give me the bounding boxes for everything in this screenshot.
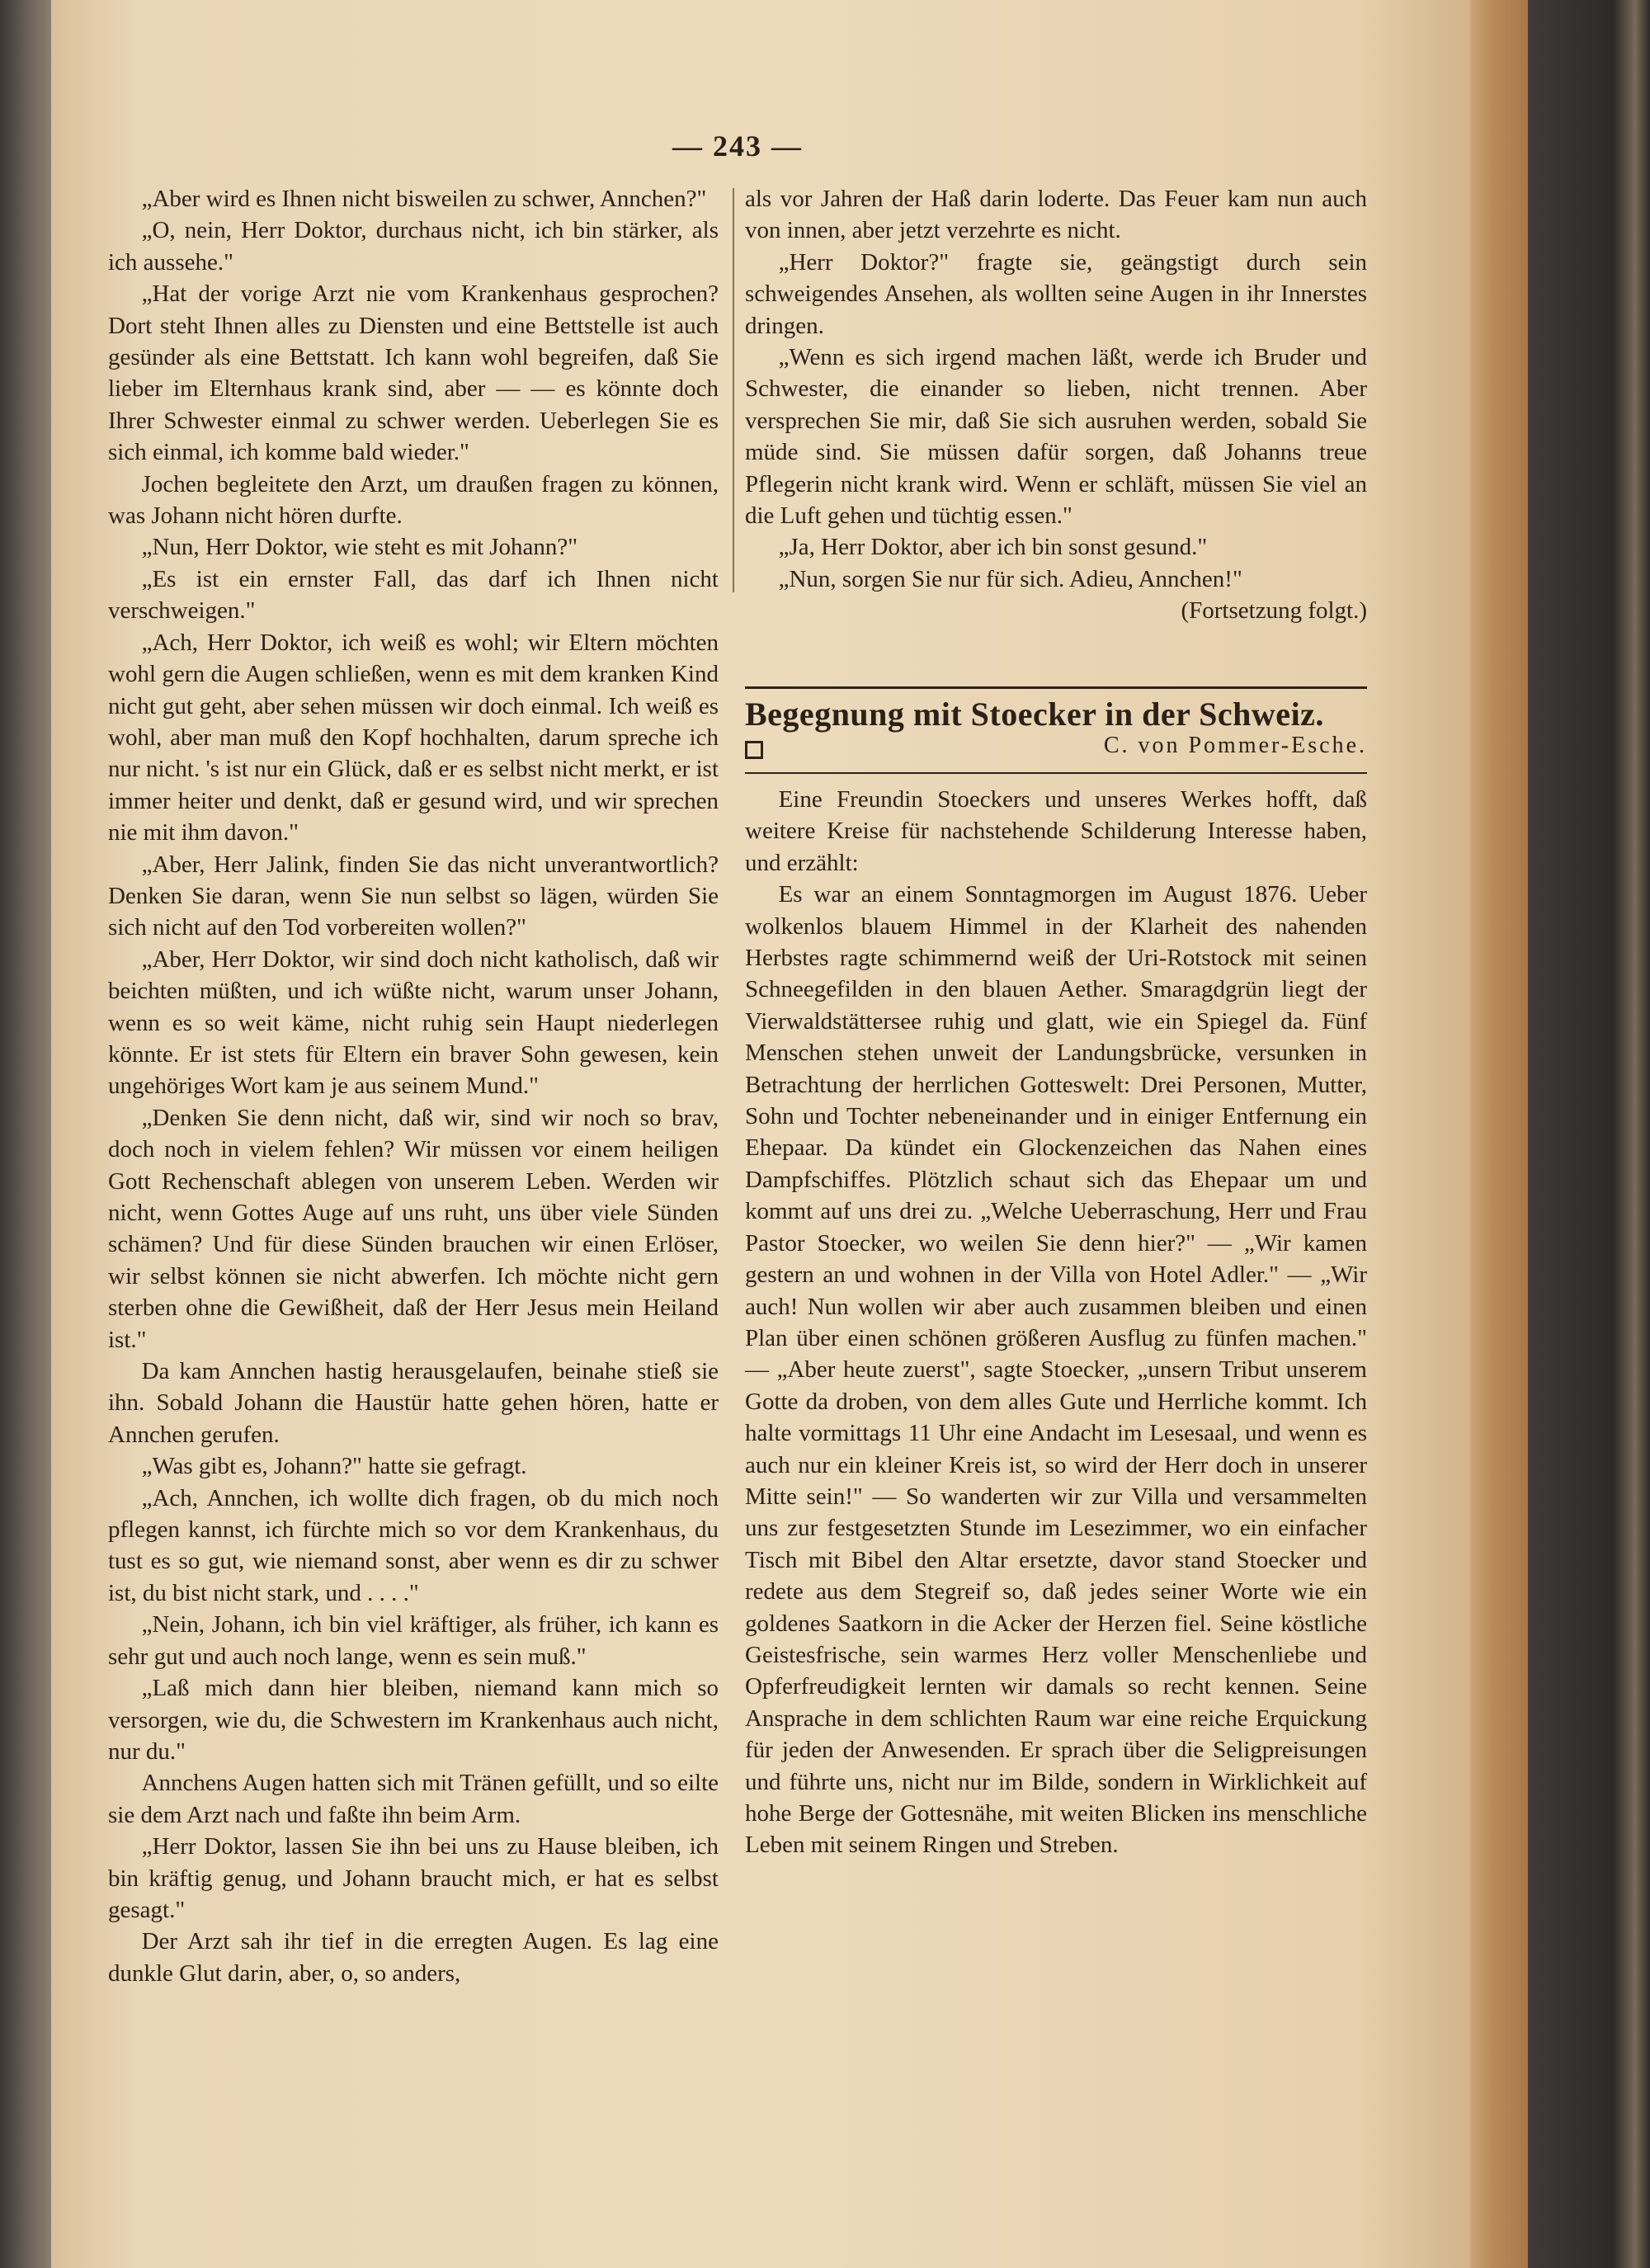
book-cover — [1528, 0, 1650, 2268]
paragraph — [745, 563, 1367, 625]
column-divider — [733, 188, 734, 592]
page-edges — [1470, 0, 1528, 2268]
paragraph: „Denken Sie denn nicht, daß wir, sind wir noch so brav, doch noch in vielem fehlen? Wir müssen vor einem heiligen Gott Rechenschaft ablegen von unserem Leben. Werden wir nicht, wenn Gottes Auge auf uns ruht, uns über viele Sünden schämen? Und für diese Sünden brauchen wir einen Erlöser, wir selbst können sie nicht abwerfen. Ich möchte nicht gern sterben ohne die Gewißheit, daß der Herr Jesus mein Heiland ist." — [108, 1104, 719, 1353]
paragraph: „Es ist ein ernster Fall, das darf ich Ihnen nicht verschweigen." — [108, 565, 719, 625]
article-author: C. von Pommer-Esche. — [1103, 733, 1367, 758]
paragraph: „Herr Doktor, lassen Sie ihn bei uns zu Hause bleiben, ich bin kräftig genug, und Johann braucht mich, er hat es selbst gesagt." — [108, 1833, 719, 1923]
article-body — [745, 784, 1367, 1861]
paragraph: „Herr Doktor?" fragte sie, geängstigt durch sein schweigendes Ansehen, als wollten seine Augen in ihr Innerstes dringen. — [745, 248, 1367, 339]
paragraph: Eine Freundin Stoeckers und unseres Werkes hofft, daß weitere Kreise für nachstehende Schilderung Interesse haben, und erzählt: — [745, 786, 1367, 876]
section-rule-top — [745, 686, 1367, 689]
square-ornament-icon — [745, 741, 763, 759]
paragraph: „Ja, Herr Doktor, aber ich bin sonst gesund." — [778, 534, 1208, 561]
paragraph: „O, nein, Herr Doktor, durchaus nicht, ich bin stärker, als ich aussehe." — [108, 217, 719, 276]
paragraph: Der Arzt sah ihr tief in die erregten Augen. Es lag eine dunkle Glut darin, aber, o, so anders, — [108, 1928, 719, 1987]
paragraph: Da kam Annchen hastig herausgelaufen, beinahe stieß sie ihn. Sobald Johann die Haustür hatte gehen hören, hatte er Annchen gerufen. — [108, 1358, 719, 1448]
paragraph: „Ach, Annchen, ich wollte dich fragen, ob du mich noch pflegen kannst, ich fürchte mich so vor dem Krankenhaus, du tust es so gut, wie niemand sonst, aber wenn es dir zu schwer ist, du bist nicht stark, und . . . ." — [108, 1484, 719, 1606]
right-column-story — [745, 183, 1367, 627]
paragraph: „Hat der vorige Arzt nie vom Krankenhaus gesprochen? Dort steht Ihnen alles zu Diensten und eine Bettstelle ist auch gesünder als eine Bettstatt. Ich kann wohl begreifen, daß Sie lieber im Elternhaus krank sind, aber — — es könnte doch Ihrer Schwester einmal zu schwer werden. Ueberlegen Sie es sich einmal, ich komme bald wieder." — [108, 281, 719, 466]
page-number: — 243 — — [672, 130, 803, 163]
paragraph-text: „Nun, sorgen Sie nur für sich. Adieu, Annchen!" — [778, 565, 1242, 592]
paragraph: „Nun, Herr Doktor, wie steht es mit Johann?" — [141, 534, 578, 561]
paragraph: „Ach, Herr Doktor, ich weiß es wohl; wir Eltern möchten wohl gern die Augen schließen, wenn es mit dem kranken Kind nicht gut geht, aber sehen müssen wir doch einmal. Ich weiß es wohl, aber man muß den Kopf hochhalten, darum spreche ich nur nicht. 's ist nur ein Glück, daß er es selbst nicht merkt, er ist immer heiter und denkt, daß er gesund wird, und wir sprechen nie mit ihm davon." — [108, 629, 719, 846]
paragraph: Annchens Augen hatten sich mit Tränen gefüllt, und so eilte sie dem Arzt nach und faßte ihn beim Arm. — [108, 1770, 719, 1828]
continuation-note: (Fortsetzung folgt.) — [1181, 597, 1367, 625]
paragraph: „Wenn es sich irgend machen läßt, werde ich Bruder und Schwester, die einander so lieben, nicht trennen. Aber versprechen Sie mir, daß Sie sich ausruhen werden, sobald Sie müde sind. Sie müssen dafür sorgen, daß Johanns treue Pflegerin nicht krank wird. Wenn er schläft, müssen Sie viel an die Luft gehen und tüchtig essen." — [745, 344, 1367, 530]
paragraph: Jochen begleitete den Arzt, um draußen fragen zu können, was Johann nicht hören durfte. — [108, 470, 719, 530]
article-byline — [745, 733, 1367, 759]
paragraph: „Laß mich dann hier bleiben, niemand kann mich so versorgen, wie du, die Schwestern im Krankenhaus auch nicht, nur du." — [108, 1675, 719, 1765]
left-column — [108, 183, 719, 1989]
paragraph: „Nein, Johann, ich bin viel kräftiger, als früher, ich kann es sehr gut und auch noch lange, wenn es sein muß." — [108, 1611, 719, 1670]
paragraph: als vor Jahren der Haß darin loderte. Das Feuer kam nun auch von innen, aber jetzt verzehrte es nicht. — [745, 186, 1367, 244]
paragraph: Es war an einem Sonntagmorgen im August 1876. Ueber wolkenlos blauem Himmel in der Klarheit des nahenden Herbstes ragte schimmernd weiß der Uri-Rotstock mit seinen Schneegefilden in den blauen Aether. Smaragdgrün liegt der Vierwaldstättersee ruhig und glatt, wie ein Spiegel da. Fünf Menschen stehen unweit der Landungsbrücke, versunken in Betrachtung der herrlichen Gotteswelt: Drei Personen, Mutter, Sohn und Tochter nebeneinander und in einiger Entfernung ein Ehepaar. Da kündet ein Glockenzeichen das Nahen eines Dampfschiffes. Plötzlich schaut sich das Ehepaar um und kommt auf uns drei zu. „Welche Ueberraschung, Herr und Frau Pastor Stoecker, wo weilen Sie denn hier?" — „Wir kamen gestern an und wohnen in der Villa von Hotel Adler." — „Wir auch! Nun wollen wir aber auch zusammen bleiben und einen Plan über einen schönen größeren Ausflug zu fünfen machen." — „Aber heute zuerst", sagte Stoecker, „unsern Tribut unserem Gotte da droben, von dem alles Gute und Herrliche kommt. Ich halte vormittags 11 Uhr eine Andacht im Lesesaal, und wenn es auch nur ein kleiner Kreis ist, so wird der Herr doch in unserer Mitte sein!" — So wanderten wir zur Villa und versammelten uns zur festgesetzten Stunde im Lesezimmer, wo ein einfacher Tisch mit Bibel den Altar ersetzte, davor stand Stoecker und redete aus dem Stegreif so, daß jedes seiner Worte wie ein goldenes Saatkorn in die Acker der Herzen fiel. Seine köstliche Geistesfrische, sein warmes Herz voller Menschenliebe und Opferfreudigkeit lernten wir damals so recht kennen. Seine Ansprache in dem schlichten Raum war eine reiche Erquickung für jeden der Anwesenden. Er sprach über die Seligpreisungen und führte uns, nicht nur im Bilde, sondern in Wirklichkeit auf hohe Berge der Gottesnähe, mit weiten Blicken ins menschliche Leben mit seinem Ringen und Streben. — [745, 881, 1367, 1859]
paragraph: „Aber, Herr Doktor, wir sind doch nicht katholisch, daß wir beichten müßten, und ich wüßte nicht, warum unser Johann, wenn es so weit käme, nicht ruhig sein Haupt niederlegen könnte. Er ist stets für Eltern ein braver Sohn gewesen, kein ungehöriges Wort kam je aus seinem Mund." — [108, 945, 719, 1100]
section-rule-bottom — [745, 772, 1367, 774]
paragraph: „Aber wird es Ihnen nicht bisweilen zu schwer, Annchen?" — [141, 186, 707, 212]
book-binding — [0, 0, 51, 2268]
paragraph: „Was gibt es, Johann?" hatte sie gefragt. — [141, 1453, 527, 1480]
article-title: Begegnung mit Stoecker in der Schweiz. — [745, 695, 1324, 733]
paragraph: „Aber, Herr Jalink, finden Sie das nicht unverantwortlich? Denken Sie daran, wenn Sie nun selbst so lägen, würden Sie sich nicht auf den Tod vorbereiten wollen?" — [108, 851, 719, 941]
